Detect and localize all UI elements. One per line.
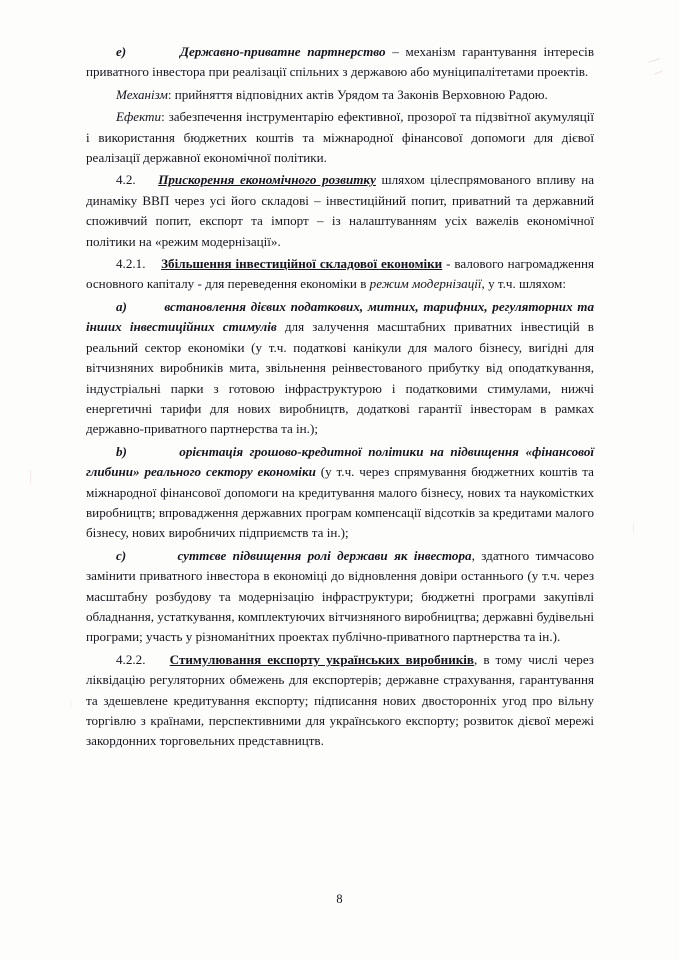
list-label-c: с): [116, 547, 127, 563]
section-number-4-2: 4.2.: [116, 172, 136, 188]
section-4-2-text: шляхом цілеспрямованого впливу на динаміку ВВП через усі його складові – інвестиційний попит, приватний та державний споживчий попит, експорт та імпорт – із налаштуванням усіх важелів економічної політики на «режим модернізації».: [86, 172, 595, 249]
label-effects: Ефекти: [116, 109, 162, 125]
section-heading-4-2-2: Стимулювання експорту українських виробників: [169, 651, 474, 667]
list-label-a: а): [116, 298, 127, 314]
term-ppp: Державно-приватне партнерство: [180, 44, 386, 59]
paragraph-section-4-2: [86, 170, 594, 252]
label-mechanism: Механізм: [116, 86, 168, 102]
item-b-text: (у т.ч. через спрямування бюджетних коштів та міжнародної фінансової допомоги на кредитування малого бізнесу, нових та наукомістких виробництв; впровадження державних програм компенсації відсотків за кредитами малого бізнесу, нових виробничих підприємств та ін.);: [86, 464, 594, 541]
paragraph-effects: [86, 107, 594, 168]
scan-artifact: [70, 700, 71, 708]
paragraph-mechanism-text: : прийняття відповідних актів Урядом та Законів Верховною Радою.: [167, 86, 548, 102]
section-4-2-1-italic: режим модернізації: [369, 276, 482, 292]
paragraph-mechanism: [86, 85, 594, 105]
scan-artifact: [654, 70, 663, 74]
section-heading-4-2-1: Збільшення інвестиційної складової економіки: [161, 256, 443, 272]
term-monetary-policy: орієнтація грошово-кредитної політики на підвищення «фінансової глибини» реального сектору економіки: [86, 443, 594, 480]
term-investment-stimuli: встановлення дієвих податкових, митних, тарифних, регуляторних та інших інвестиційних стимулів: [86, 298, 595, 335]
section-4-2-2-text: , в тому числі через ліквідацію регуляторних обмежень для експортерів; державне страхування, гарантування та здешевлене кредитування експорту; підписання нових двосторонніх угод про вільну торгівлю з країнами, перспективними для українського експорту; розвиток дієвої мережі закордонних торговельних представництв.: [86, 651, 594, 749]
list-label-e: е): [116, 44, 127, 59]
paragraph-effects-text: : забезпечення інструментарію ефективної, прозорої та підзвітної акумуляції і використання бюджетних коштів та міжнародної фінансової допомоги для дієвої реалізації державної економічної політики.: [86, 109, 594, 166]
list-label-b: b): [116, 443, 127, 459]
paragraph-ppp: [86, 42, 594, 83]
section-number-4-2-1: 4.2.1.: [116, 256, 146, 272]
section-heading-4-2: Прискорення економічного розвитку: [158, 172, 376, 188]
section-number-4-2-2: 4.2.2.: [116, 651, 146, 667]
paragraph-item-b: [86, 442, 594, 544]
section-4-2-1-text-2: , у т.ч. шляхом:: [481, 276, 566, 292]
paragraph-item-a: [86, 297, 594, 440]
scan-artifact: [648, 58, 660, 63]
section-4-2-1-text-1: - валового нагромадження основного капіталу - для переведення економіки в: [86, 256, 595, 292]
item-a-text: для залучення масштабних приватних інвестицій в реальний сектор економіки (у т.ч. податкові канікули для малого бізнесу, вигідні для вітчизняних виробників мита, звільнення реінвестованого прибутку від оподаткування, індустріальні парки з готовою інфраструктурою і податковими стимулами, нижчі енергетичні тарифи для нових виробництв, додаткові гарантії інвесторам в рамках державно-приватного партнерства та ін.);: [86, 319, 594, 437]
paragraph-item-c: [86, 546, 594, 648]
term-state-as-investor: суттєве підвищення ролі держави як інвестора: [177, 547, 472, 563]
document-body: [86, 42, 594, 754]
scan-artifact: [633, 523, 634, 533]
item-c-text: , здатного тимчасово замінити приватного інвестора в економіці до відновлення довіри останнього (у т.ч. через масштабну розбудову та модернізацію інфраструктури; бюджетні програми закупівлі обладнання, устаткування, комплектуючих вітчизняного виробництва; державні будівельні програми; участь у різноманітних проектах публічно-приватного партнерства та ін.).: [86, 547, 594, 645]
scan-artifact: [30, 470, 31, 484]
paragraph-section-4-2-2: [86, 650, 594, 752]
page-number: 8: [336, 892, 343, 906]
paragraph-section-4-2-1: [86, 254, 594, 295]
paragraph-ppp-text: – механізм гарантування інтересів приватного інвестора при реалізації спільних з державою або муніципалітетами проектів.: [86, 44, 594, 80]
